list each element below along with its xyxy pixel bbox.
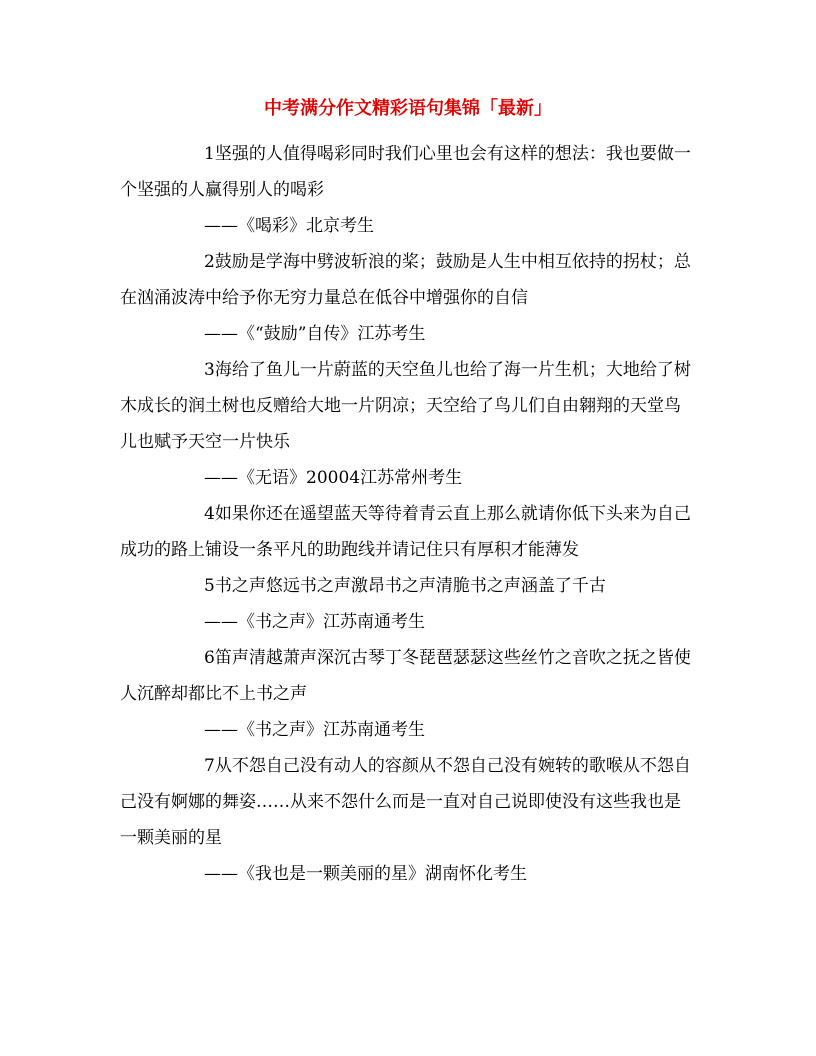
entry-text-2: 2鼓励是学海中劈波斩浪的桨；鼓励是人生中相互依持的拐杖；总在汹涌波涛中给予你无穷力量总在低谷中增强你的自信 [120, 252, 691, 308]
entry-text-4: 4如果你还在遥望蓝天等待着青云直上那么就请你低下头来为自己成功的路上铺设一条平凡的助跑线并请记住只有厚积才能薄发 [120, 504, 691, 560]
entry-text-7: 7从不怨自己没有动人的容颜从不怨自己没有婉转的歌喉从不怨自己没有婀娜的舞姿……从来不怨什么而是一直对自己说即使没有这些我也是一颗美丽的星 [120, 756, 691, 848]
document-title: 中考满分作文精彩语句集锦「最新」 [264, 98, 552, 119]
entry-source-2: ——《“鼓励”自传》江苏考生 [204, 324, 426, 344]
entry-source-3: ——《无语》20004江苏常州考生 [204, 468, 463, 488]
entry-text-5: 5书之声悠远书之声激昂书之声清脆书之声涵盖了千古 [204, 576, 606, 596]
entry-source-1: ——《喝彩》北京考生 [204, 216, 374, 236]
entry-text-3: 3海给了鱼儿一片蔚蓝的天空鱼儿也给了海一片生机；大地给了树木成长的润土树也反赠给大地一片阴凉；天空给了鸟儿们自由翱翔的天堂鸟儿也赋予天空一片快乐 [120, 360, 691, 452]
entry-source-6: ——《书之声》江苏南通考生 [204, 720, 425, 740]
entry-text-1: 1坚强的人值得喝彩同时我们心里也会有这样的想法：我也要做一个坚强的人赢得别人的喝彩 [120, 144, 691, 200]
entry-source-7: ——《我也是一颗美丽的星》湖南怀化考生 [204, 864, 527, 884]
entry-source-5: ——《书之声》江苏南通考生 [204, 612, 425, 632]
document-body [120, 136, 692, 892]
entry-text-6: 6笛声清越萧声深沉古琴丁冬琵琶瑟瑟这些丝竹之音吹之抚之皆使人沉醉却都比不上书之声 [120, 648, 691, 704]
